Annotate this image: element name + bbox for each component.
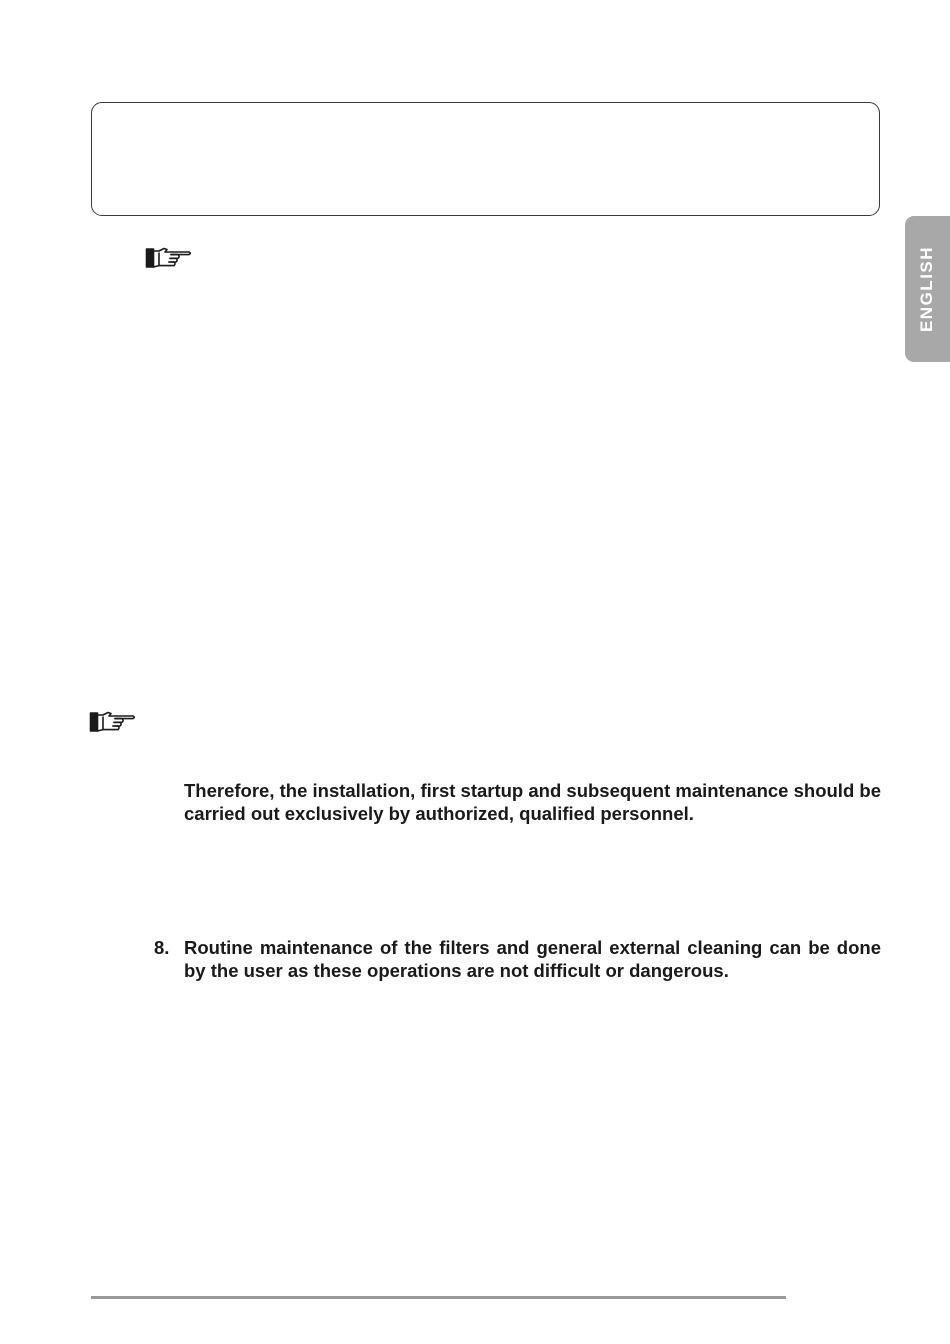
list-item-number: 8. <box>154 937 170 958</box>
paragraph-qualified-personnel: Therefore, the installation, first startup and subsequent maintenance should be carried out exclusively by authorized, qualified personnel. <box>184 780 881 824</box>
list-item-text: Routine maintenance of the filters and general external cleaning can be done by the user as these operations are not difficult or dangerous. <box>184 937 881 981</box>
language-tab <box>905 216 950 362</box>
language-tab-label: ENGLISH <box>917 245 936 333</box>
footer-rule <box>91 1296 786 1299</box>
pointing-hand-icon <box>89 710 137 734</box>
header-box <box>91 102 880 216</box>
pointing-hand-icon <box>145 246 193 270</box>
